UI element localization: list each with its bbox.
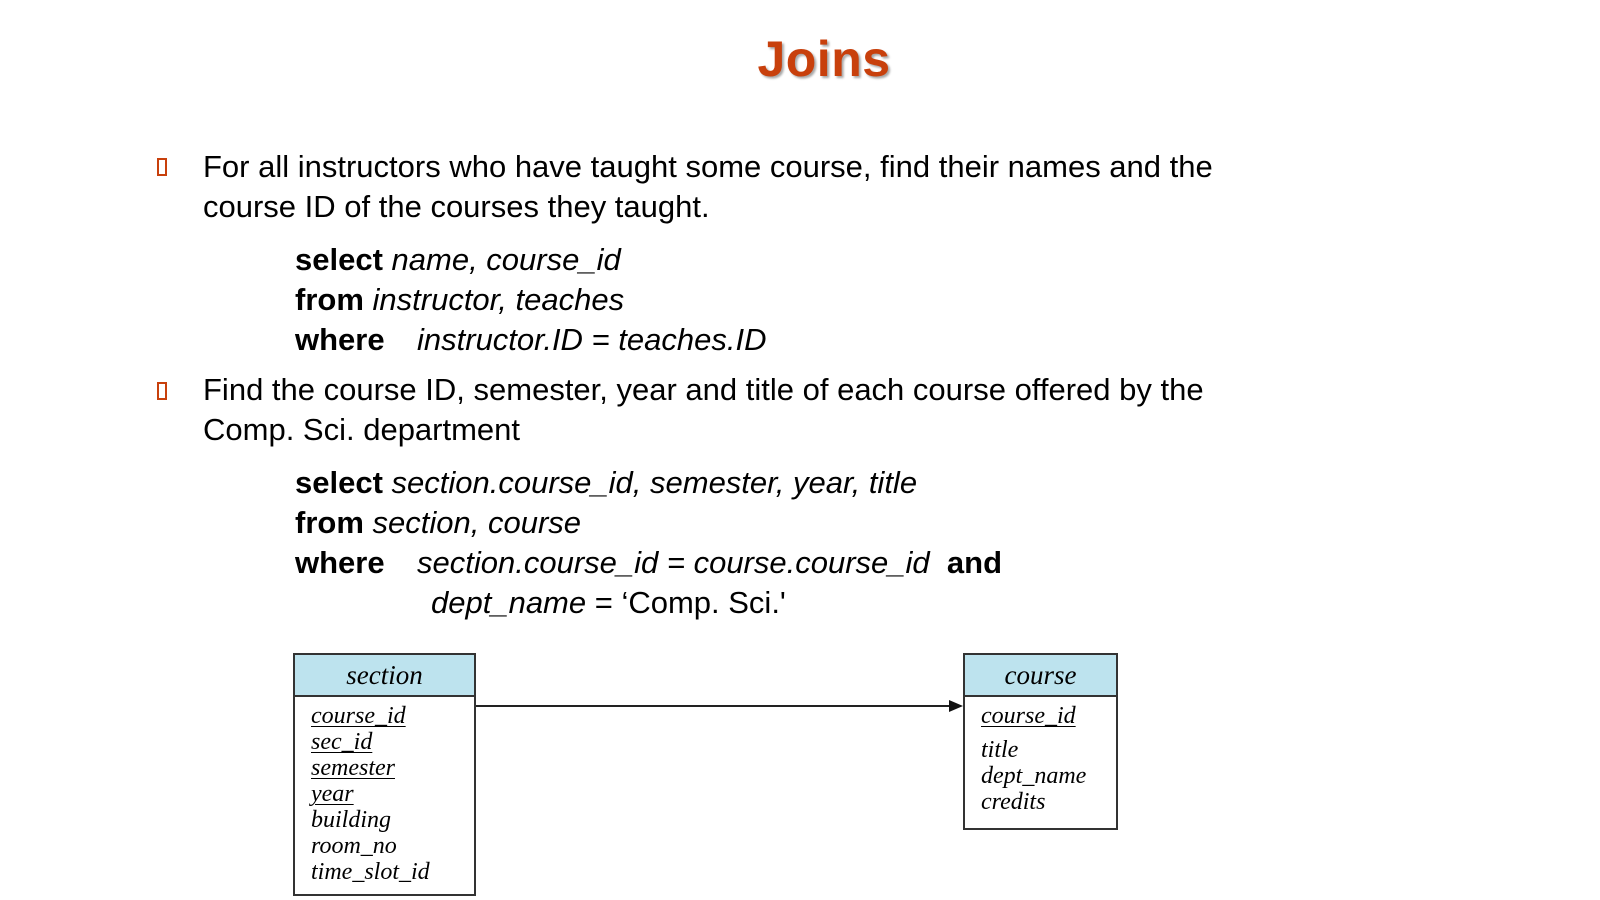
bullet-icon (157, 382, 167, 400)
attribute-pk: year (311, 781, 354, 807)
attribute: title (981, 737, 1019, 763)
sql-query-2 (295, 463, 1002, 623)
attribute-pk: sec_id (311, 729, 373, 755)
example-2-description: Find the course ID, semester, year and title of each course offered by the Comp. Sci. department (203, 372, 1204, 447)
sql-condition-attribute: dept_name (431, 585, 587, 620)
sql-from-line (295, 280, 766, 320)
bullet-icon (157, 158, 167, 176)
sql-keyword: select (295, 242, 383, 277)
sql-from-line (295, 503, 1002, 543)
sql-select-line (295, 240, 766, 280)
entity-section (293, 653, 476, 896)
attribute-pk: course_id (981, 703, 1076, 729)
attribute: time_slot_id (311, 859, 430, 885)
attribute: room_no (311, 833, 397, 859)
sql-where-condition: section.course_id = course.course_id (417, 545, 930, 580)
sql-from-tables: instructor, teaches (372, 282, 625, 317)
sql-keyword: from (295, 505, 364, 540)
attribute-pk: course_id (311, 703, 406, 729)
sql-keyword: from (295, 282, 364, 317)
sql-keyword: select (295, 465, 383, 500)
sql-keyword: where (295, 545, 385, 580)
attribute-list (965, 697, 1116, 815)
slide-title: Joins (757, 31, 891, 87)
sql-where-line (295, 543, 1002, 583)
sql-select-line (295, 463, 1002, 503)
example-1-description: For all instructors who have taught some course, find their names and the course ID of the courses they taught. (203, 149, 1213, 224)
attribute-list (295, 697, 474, 885)
arrow-head (949, 700, 963, 712)
sql-condition-value: = ‘Comp. Sci.' (586, 585, 786, 620)
sql-keyword: where (295, 322, 385, 357)
attribute-pk: semester (311, 755, 395, 781)
attribute: credits (981, 789, 1046, 815)
entity-header: course (965, 655, 1116, 697)
sql-where-line (295, 320, 766, 360)
attribute: building (311, 807, 392, 833)
sql-where-line-2 (295, 583, 1002, 623)
sql-keyword: and (946, 545, 1003, 580)
sql-query-1 (295, 240, 766, 360)
sql-from-tables: section, course (372, 505, 582, 540)
attribute: dept_name (981, 763, 1087, 789)
entity-header: section (295, 655, 474, 697)
sql-select-columns: section.course_id, semester, year, title (391, 465, 918, 500)
sql-select-columns: name, course_id (391, 242, 621, 277)
sql-where-condition: instructor.ID = teaches.ID (417, 322, 767, 357)
entity-course (963, 653, 1118, 830)
